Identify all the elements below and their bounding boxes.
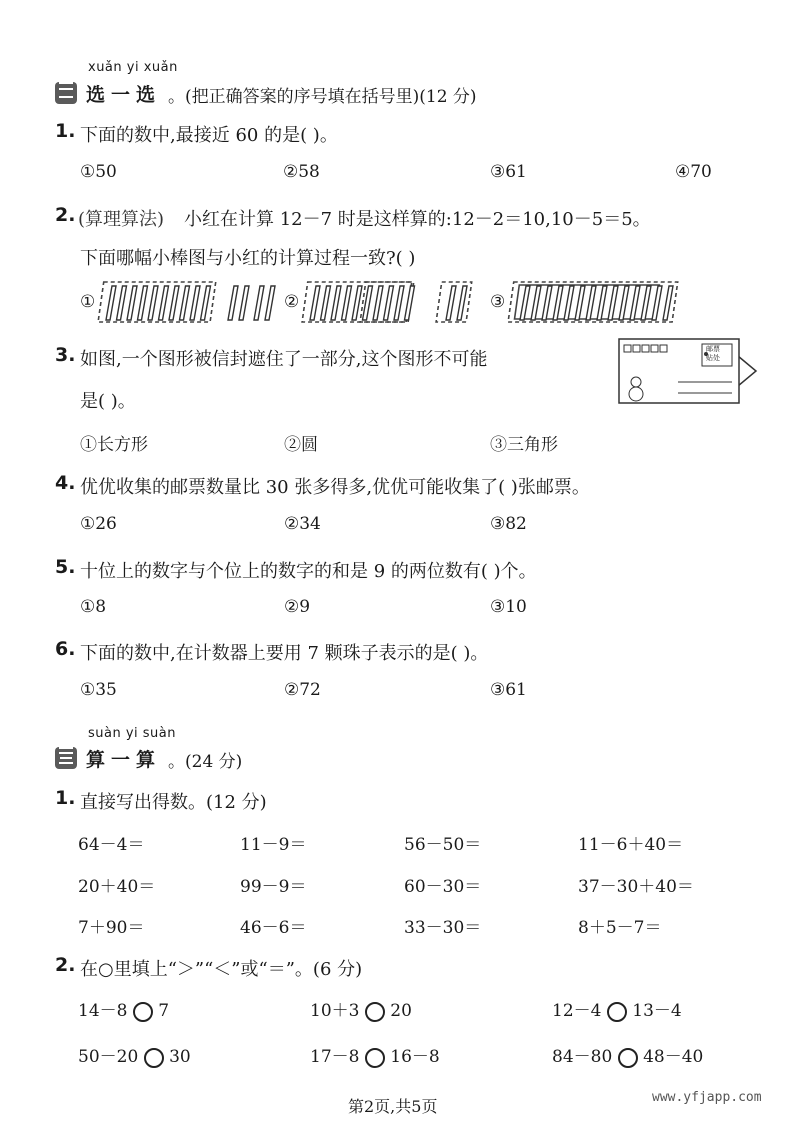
compare-item — [552, 1042, 703, 1068]
compare-circle[interactable] — [144, 1048, 164, 1068]
option[interactable]: ③三角形 — [490, 435, 558, 455]
question-number: 3. — [55, 344, 76, 366]
compare-item — [78, 996, 169, 1022]
calc-expression[interactable]: 46－6＝ — [240, 918, 307, 938]
question-number: 1. — [55, 120, 76, 142]
question-number: 2. — [55, 954, 76, 976]
stick-icon — [619, 286, 629, 320]
option[interactable]: ③61 — [490, 162, 527, 182]
option[interactable]: ②72 — [284, 680, 321, 700]
compare-item — [310, 1042, 440, 1068]
stick-icon — [531, 286, 541, 320]
stick-icon — [169, 286, 179, 320]
stick-icon — [608, 286, 618, 320]
compare-item — [310, 996, 412, 1022]
section2-title: 选一选 — [86, 84, 162, 106]
stick-icon — [630, 286, 640, 320]
stick-icon — [446, 286, 456, 320]
option[interactable]: ②9 — [284, 597, 311, 617]
section3-title: 算一算 — [86, 749, 162, 771]
compare-left: 50－20 — [78, 1047, 139, 1067]
stick-icon — [520, 286, 530, 320]
stick-icon — [373, 286, 383, 320]
compare-circle[interactable] — [618, 1048, 638, 1068]
stick-icon — [597, 286, 607, 320]
stick-icon — [652, 286, 662, 320]
stick-icon — [117, 286, 127, 320]
calc-expression[interactable]: 20＋40＝ — [78, 877, 156, 897]
calc-expression[interactable]: 7＋90＝ — [78, 918, 145, 938]
stick-icon — [564, 286, 574, 320]
question-text-line2: 是( )。 — [80, 391, 136, 412]
option[interactable]: ②圆 — [284, 435, 318, 455]
stick-icon — [663, 286, 673, 320]
stick-icon — [405, 286, 415, 320]
compare-item — [552, 996, 682, 1022]
stick-icon — [148, 286, 158, 320]
stick-icon — [190, 286, 200, 320]
watermark: www.yfjapp.com — [652, 1090, 762, 1105]
page-number: 第2页,共5页 — [348, 1097, 438, 1116]
question-text: 优优收集的邮票数量比 30 张多得多,优优可能收集了( )张邮票。 — [80, 477, 590, 498]
question-text: 在○里填上“＞”“＜”或“＝”。(6 分) — [80, 959, 363, 980]
compare-item — [78, 1042, 191, 1068]
envelope-icon — [618, 338, 766, 404]
stick-diagram-three-icon — [508, 280, 688, 326]
question-text: 直接写出得数。(12 分) — [80, 792, 267, 813]
option[interactable]: ③82 — [490, 514, 527, 534]
compare-left: 10＋3 — [310, 1001, 360, 1021]
question-text: 十位上的数字与个位上的数字的和是 9 的两位数有( )个。 — [80, 561, 537, 582]
question-number: 5. — [55, 556, 76, 578]
stick-icon — [641, 286, 651, 320]
envelope-figure — [618, 338, 766, 404]
stick-icon — [159, 286, 169, 320]
compare-right: 13－4 — [632, 1001, 682, 1021]
stick-icon — [384, 286, 394, 320]
option[interactable]: ②58 — [283, 162, 320, 182]
calc-expression[interactable]: 33－30＝ — [404, 918, 482, 938]
question-text: 如图,一个图形被信封遮住了一部分,这个图形不可能 — [80, 349, 488, 370]
stick-icon — [553, 286, 563, 320]
compare-left: 17－8 — [310, 1047, 360, 1067]
compare-left: 84－80 — [552, 1047, 613, 1067]
question-text: 下面的数中,最接近 60 的是( )。 — [80, 125, 338, 146]
compare-right: 7 — [158, 1001, 170, 1021]
stick-icon — [310, 286, 320, 320]
stick-icon — [180, 286, 190, 320]
option[interactable]: ③10 — [490, 597, 527, 617]
option[interactable]: ③61 — [490, 680, 527, 700]
stick-icon — [254, 286, 264, 320]
stick-icon — [321, 286, 331, 320]
question-tag: (算理算法) — [78, 209, 165, 230]
compare-right: 48－40 — [643, 1047, 704, 1067]
compare-circle[interactable] — [365, 1048, 385, 1068]
envelope-stamp-label — [706, 345, 720, 363]
compare-circle[interactable] — [133, 1002, 153, 1022]
section2-note: 。(把正确答案的序号填在括号里)(12 分) — [168, 87, 477, 107]
stick-icon — [138, 286, 148, 320]
calc-expression[interactable]: 64－4＝ — [78, 835, 145, 855]
compare-right: 20 — [390, 1001, 412, 1021]
option[interactable]: ①8 — [80, 597, 107, 617]
stamp-label-top: 邮票 — [706, 345, 720, 353]
compare-left: 12－4 — [552, 1001, 602, 1021]
option[interactable]: ② — [284, 292, 300, 312]
stick-icon — [239, 286, 249, 320]
stick-diagram-one-icon — [98, 280, 268, 326]
question-number: 6. — [55, 638, 76, 660]
option[interactable]: ③ — [490, 292, 506, 312]
question-number: 1. — [55, 787, 76, 809]
question-number: 4. — [55, 472, 76, 494]
option[interactable]: ①长方形 — [80, 435, 148, 455]
calc-expression[interactable]: 56－50＝ — [404, 835, 482, 855]
stick-icon — [575, 286, 585, 320]
compare-circle[interactable] — [607, 1002, 627, 1022]
compare-left: 14－8 — [78, 1001, 128, 1021]
calc-expression[interactable]: 60－30＝ — [404, 877, 482, 897]
option[interactable]: ①50 — [80, 162, 117, 182]
stick-icon — [265, 286, 275, 320]
stick-icon — [331, 286, 341, 320]
calc-expression[interactable]: 37－30＋40＝ — [578, 877, 694, 897]
calc-expression[interactable]: 11－9＝ — [240, 835, 307, 855]
section3-pinyin: suàn yi suàn — [88, 726, 177, 741]
option[interactable]: ① — [80, 292, 96, 312]
stick-icon — [542, 286, 552, 320]
option[interactable]: ①35 — [80, 680, 117, 700]
calc-expression[interactable]: 11－6＋40＝ — [578, 835, 684, 855]
stamp-label-bottom: 贴处 — [706, 354, 720, 362]
stick-icon — [106, 286, 116, 320]
option[interactable]: ②34 — [284, 514, 321, 534]
calc-expression[interactable]: 8＋5－7＝ — [578, 918, 662, 938]
compare-right: 30 — [169, 1047, 191, 1067]
section-number-two-icon — [55, 82, 77, 104]
question-number: 2. — [55, 204, 76, 226]
stick-diagram-two-icon — [302, 280, 482, 326]
question-text: 下面的数中,在计数器上要用 7 颗珠子表示的是( )。 — [80, 643, 489, 664]
section3-note: 。(24 分) — [168, 752, 243, 772]
question-text: 小红在计算 12－7 时是这样算的:12－2＝10,10－5＝5。 — [184, 209, 651, 230]
stick-icon — [342, 286, 352, 320]
question-text-line2: 下面哪幅小棒图与小红的计算过程一致?( ) — [80, 248, 416, 269]
calc-expression[interactable]: 99－9＝ — [240, 877, 307, 897]
section2-pinyin: xuǎn yi xuǎn — [88, 60, 178, 75]
stick-icon — [201, 286, 211, 320]
stick-icon — [394, 286, 404, 320]
option[interactable]: ④70 — [675, 162, 712, 182]
compare-right: 16－8 — [390, 1047, 440, 1067]
stick-icon — [228, 286, 238, 320]
stick-icon — [127, 286, 137, 320]
stick-icon — [586, 286, 596, 320]
stick-icon — [363, 286, 373, 320]
option[interactable]: ①26 — [80, 514, 117, 534]
compare-circle[interactable] — [365, 1002, 385, 1022]
section-number-three-icon — [55, 747, 77, 769]
stick-icon — [457, 286, 467, 320]
